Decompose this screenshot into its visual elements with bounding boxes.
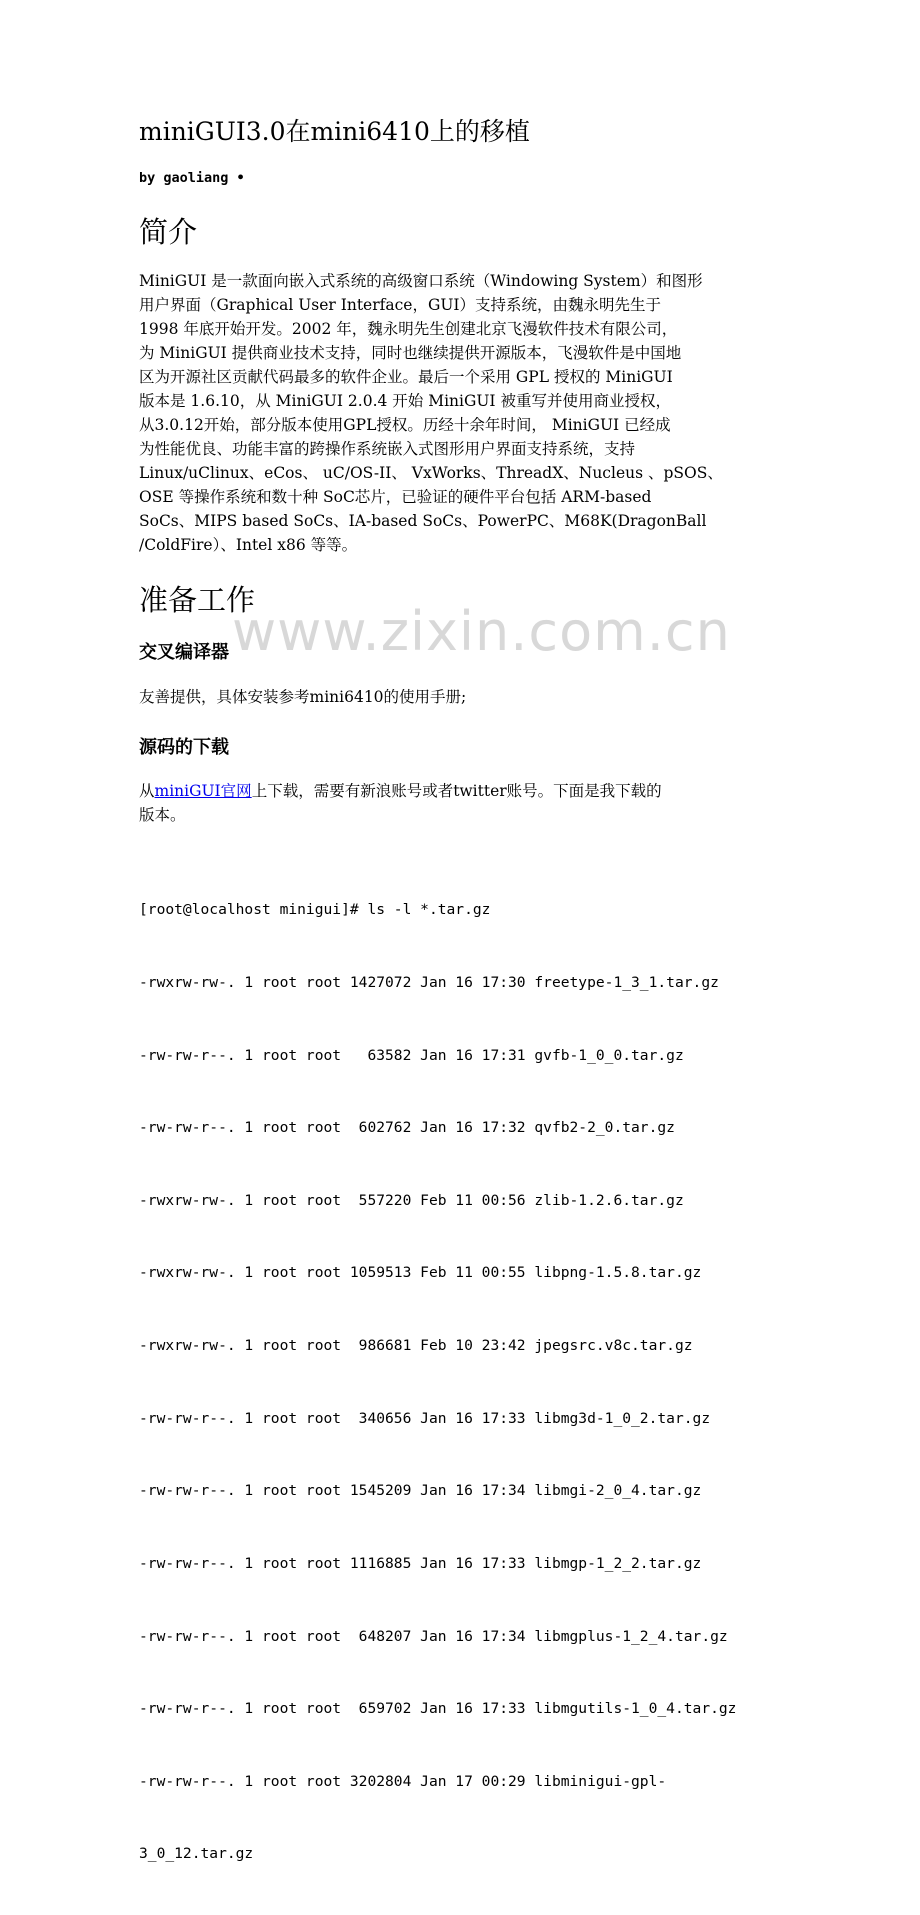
intro-line: 为 MiniGUI 提供商业技术支持，同时也继续提供开源版本，飞漫软件是中国地 [139, 344, 682, 362]
terminal-line: -rw-rw-r--. 1 root root 1116885 Jan 16 17:33 libmgp-1_2_2.tar.gz [139, 1554, 702, 1572]
intro-line: 区为开源社区贡献代码最多的软件企业。最后一个采用 GPL 授权的 MiniGUI [139, 368, 673, 386]
terminal-line: -rwxrw-rw-. 1 root root 1059513 Feb 11 00:55 libpng-1.5.8.tar.gz [139, 1264, 702, 1282]
watermark: www.zixin.com.cn [232, 600, 731, 663]
intro-line: SoCs、MIPS based SoCs、IA-based SoCs、PowerPC、M68K(DragonBall [139, 512, 707, 530]
terminal-listing [139, 850, 736, 1915]
section-heading-intro: 简介 [139, 215, 198, 249]
terminal-line: -rw-rw-r--. 1 root root 602762 Jan 16 17:32 qvfb2-2_0.tar.gz [139, 1119, 675, 1137]
download-text-line-2: 版本。 [139, 806, 186, 824]
intro-line: 为性能优良、功能丰富的跨操作系统嵌入式图形用户界面支持系统，支持 [139, 440, 636, 458]
author-byline: by gaoliang • [139, 170, 245, 186]
section-heading-prep: 准备工作 [139, 583, 256, 617]
terminal-line: -rw-rw-r--. 1 root root 63582 Jan 16 17:31 gvfb-1_0_0.tar.gz [139, 1046, 684, 1064]
terminal-line: 3_0_12.tar.gz [139, 1845, 254, 1863]
intro-line: MiniGUI 是一款面向嵌入式系统的高级窗口系统（Windowing System）和图形 [139, 272, 703, 290]
terminal-line: -rw-rw-r--. 1 root root 3202804 Jan 17 00:29 libminigui-gpl- [139, 1772, 667, 1790]
terminal-line: -rwxrw-rw-. 1 root root 557220 Feb 11 00:56 zlib-1.2.6.tar.gz [139, 1191, 684, 1209]
cross-compiler-text: 友善提供，具体安装参考mini6410的使用手册; [139, 688, 467, 706]
document-title: miniGUI3.0在mini6410上的移植 [139, 117, 530, 146]
intro-line: 1998 年底开始开发。2002 年，魏永明先生创建北京飞漫软件技术有限公司， [139, 320, 678, 338]
download-text-prefix: 从 [139, 782, 155, 800]
terminal-line: -rw-rw-r--. 1 root root 659702 Jan 16 17:33 libmgutils-1_0_4.tar.gz [139, 1700, 737, 1718]
terminal-line: -rw-rw-r--. 1 root root 1545209 Jan 16 17:34 libmgi-2_0_4.tar.gz [139, 1482, 702, 1500]
download-text-suffix: 上下载，需要有新浪账号或者twitter账号。下面是我下载的 [251, 782, 662, 800]
intro-line: Linux/uClinux、eCos、 uC/OS-II、 VxWorks、ThreadX、Nucleus 、pSOS、 [139, 464, 723, 482]
subheading-cross-compiler: 交叉编译器 [139, 642, 229, 663]
subheading-source-download: 源码的下载 [139, 737, 229, 758]
terminal-line: [root@localhost minigui]# ls -l *.tar.gz [139, 901, 491, 919]
intro-line: /ColdFire）、Intel x86 等等。 [139, 536, 358, 554]
terminal-line: -rwxrw-rw-. 1 root root 986681 Feb 10 23:42 jpegsrc.v8c.tar.gz [139, 1337, 693, 1355]
intro-line: 用户界面（Graphical User Interface，GUI）支持系统，由魏永明先生于 [139, 296, 662, 314]
minigui-website-link[interactable]: miniGUI官网 [154, 782, 252, 800]
intro-line: 从3.0.12开始，部分版本使用GPL授权。历经十余年时间， MiniGUI 已经成 [139, 416, 671, 434]
download-text-line [139, 779, 662, 803]
intro-line: OSE 等操作系统和数十种 SoC芯片，已验证的硬件平台包括 ARM-based [139, 488, 652, 506]
terminal-line: -rw-rw-r--. 1 root root 340656 Jan 16 17:33 libmg3d-1_0_2.tar.gz [139, 1409, 711, 1427]
terminal-line: -rw-rw-r--. 1 root root 648207 Jan 16 17:34 libmgplus-1_2_4.tar.gz [139, 1627, 728, 1645]
intro-line: 版本是 1.6.10，从 MiniGUI 2.0.4 开始 MiniGUI 被重写并使用商业授权， [139, 392, 671, 410]
terminal-line: -rwxrw-rw-. 1 root root 1427072 Jan 16 17:30 freetype-1_3_1.tar.gz [139, 974, 719, 992]
